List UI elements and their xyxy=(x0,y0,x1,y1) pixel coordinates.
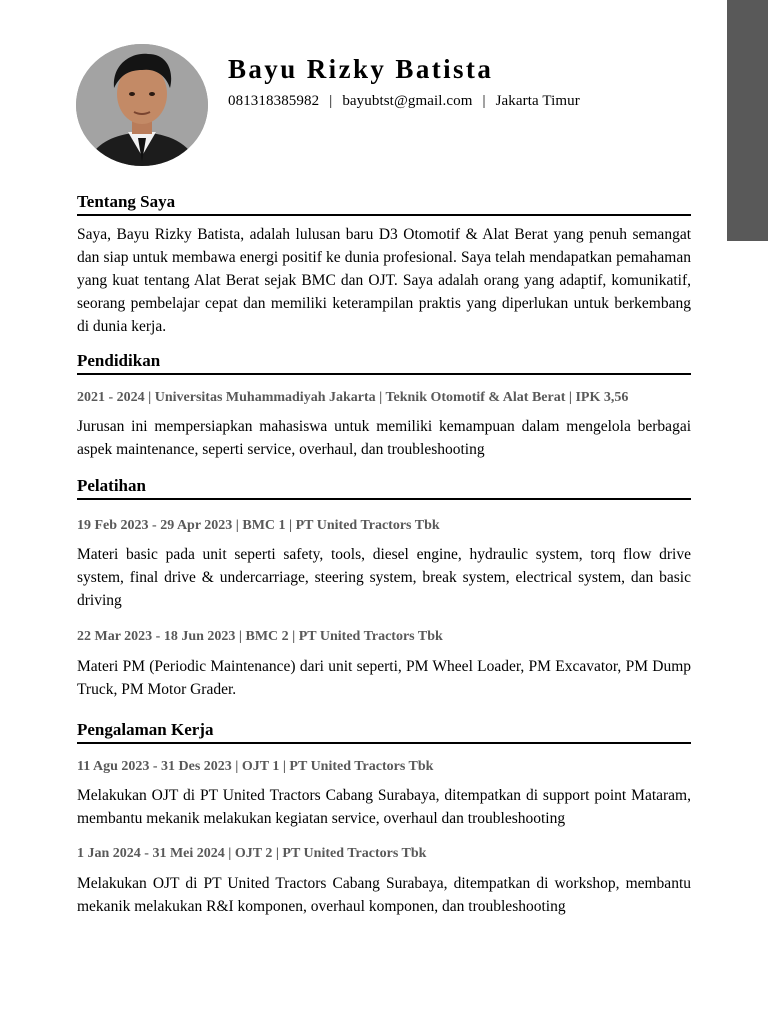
section-heading-education: Pendidikan xyxy=(77,351,691,375)
contact-line xyxy=(228,93,580,110)
contact-separator: | xyxy=(329,93,333,109)
side-accent-bar xyxy=(727,0,768,241)
email-address: bayubtst@gmail.com xyxy=(342,93,473,109)
section-heading-training: Pelatihan xyxy=(77,476,691,500)
profile-photo xyxy=(76,44,208,166)
training-text: Materi basic pada unit seperti safety, tools, diesel engine, hydraulic system, torq flow drive system, final drive & undercarriage, steering system, break system, electrical system, dan basic driving xyxy=(77,546,691,609)
training-text: Materi PM (Periodic Maintenance) dari unit seperti, PM Wheel Loader, PM Excavator, PM Dump Truck, PM Motor Grader. xyxy=(77,658,691,698)
experience-meta: 11 Agu 2023 - 31 Des 2023 | OJT 1 | PT United Tractors Tbk xyxy=(77,759,434,774)
experience-text: Melakukan OJT di PT United Tractors Cabang Surabaya, ditempatkan di support point Mataram, membantu mekanik melakukan kegiatan service, overhaul dan troubleshooting xyxy=(77,787,691,827)
education-text: Jurusan ini mempersiapkan mahasiswa untuk memiliki kemampuan dalam mengelola berbagai aspek maintenance, seperti service, overhaul, dan troubleshooting xyxy=(77,418,691,458)
section-heading-experience: Pengalaman Kerja xyxy=(77,720,691,744)
phone-number: 081318385982 xyxy=(228,93,320,109)
about-text: Saya, Bayu Rizky Batista, adalah lulusan baru D3 Otomotif & Alat Berat yang penuh semangat dan siap untuk membawa energi positif ke dunia profesional. Saya telah mendapatkan pemahaman yang kuat tentang Alat Berat sejak BMC dan OJT. Saya adalah orang yang adaptif, komunikatif, seorang pembelajar cepat dan memiliki keterampilan praktis yang diperlukan untuk berkembang di dunia kerja. xyxy=(77,226,691,335)
experience-meta: 1 Jan 2024 - 31 Mei 2024 | OJT 2 | PT United Tractors Tbk xyxy=(77,846,427,861)
contact-separator: | xyxy=(482,93,486,109)
location: Jakarta Timur xyxy=(495,93,580,109)
section-heading-about: Tentang Saya xyxy=(77,192,691,216)
experience-text: Melakukan OJT di PT United Tractors Cabang Surabaya, ditempatkan di workshop, membantu mekanik melakukan R&I komponen, overhaul komponen, dan troubleshooting xyxy=(77,875,691,915)
education-meta: 2021 - 2024 | Universitas Muhammadiyah Jakarta | Teknik Otomotif & Alat Berat | IPK 3,56 xyxy=(77,390,629,405)
training-meta: 22 Mar 2023 - 18 Jun 2023 | BMC 2 | PT United Tractors Tbk xyxy=(77,629,443,644)
candidate-name: Bayu Rizky Batista xyxy=(228,54,494,84)
training-meta: 19 Feb 2023 - 29 Apr 2023 | BMC 1 | PT United Tractors Tbk xyxy=(77,518,440,533)
